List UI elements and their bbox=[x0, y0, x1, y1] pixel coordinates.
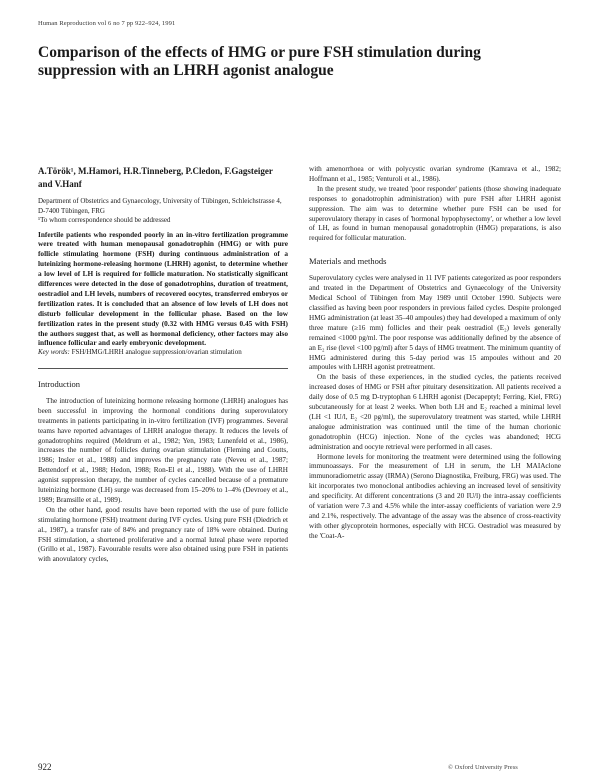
correspondence-note: ¹To whom correspondence should be addressed bbox=[38, 216, 171, 224]
methods-paragraph: On the basis of these experiences, in the studied cycles, the patients received increased doses of HMG or FSH after pituitary desensitization. All patients received a daily dose of 0.5 mg D-tryptophan 6 LHRH agonist (Decapeptyl; Ferring, Kiel, FRG) subcutaneously for at least 2 weeks. When both LH and E₂ reached a minimal level (LH <1 IU/l, E₂ <20 pg/ml), the superovulatory treatment was started, while LHRH analogue administration was continued until the time of the human chorionic gonadotrophin (HCG) injection. None of the cycles was abandoned; HCG administration and oocyte retrieval were performed in all cases. bbox=[309, 373, 561, 451]
article-title: Comparison of the effects of HMG or pure FSH stimulation during suppression with an LHRH agonist analogue bbox=[38, 44, 481, 79]
introduction-paragraph: The introduction of luteinizing hormone releasing hormone (LHRH) analogues has been successful in improving the hormonal conditions during superovulatory treatments in patients participating in in-vitro fertilization (IVF) programmes. Several teams have reported advantages of LHRH analogue therapy. It reduces the levels of gonadotrophins required (Meldrum et al., 1982; Yen, 1983; Lunenfeld et al., 1986), increases the number of follicles during ovarian stimulation (Fleming and Coutts, 1986; Insler et al., 1988) and improves the pregnancy rate (Neveu et al., 1987; Bettendorf et al., 1988; Hedon, 1988; Ron-El et al., 1988). With the use of LHRH agonist suppression therapy, the number of cycles cancelled because of a premature luteinizing hormone (LH) surge was decreased from 15–20% to 1–4% (Devroey et al., 1989; Bramsille et al., 1989). bbox=[38, 396, 288, 504]
introduction-continued-paragraph: with amenorrhoea or with polycystic ovarian syndrome (Kamrava et al., 1982; Hoffmann et al., 1985; Venturoli et al., 1986). bbox=[309, 165, 561, 183]
abstract: Infertile patients who responded poorly in an in-vitro fertilization programme were treated with human menopausal gonadotrophin (HMG) or with pure follicle stimulating hormone (FSH) during continuous administration of a luteinizing hormone-releasing hormone (LHRH) agonist, to determine whether a low level of LH is required for follicle maturation. No statistically significant differences were detected in the dose of gonadotrophins, duration of treatment, oestradiol and LH levels, numbers of recovered oocytes, transferred embryos or fertilization rates. It is concluded that an absence of low levels of LH does not disturb follicular development in the follicular phase. Based on the low fertilization rates in the present study (0.32 with HMG versus 0.45 with FSH) the authors suggest that, as well as hormonal deficiency, other factors may also influence follicular and early embryonic development. bbox=[38, 229, 288, 348]
introduction-heading: Introduction bbox=[38, 378, 81, 389]
methods-heading: Materials and methods bbox=[309, 256, 387, 267]
keywords-label: Key words: bbox=[38, 348, 70, 357]
author-list: A.Török¹, M.Hamori, H.R.Tinneberg, P.Cledon, F.Gagsteiger and V.Hanf bbox=[38, 166, 273, 189]
introduction-paragraph: In the present study, we treated 'poor responder' patients (those showing inadequate responses to gonadotrophin administration) with pure FSH after LHRH agonist suppression. The aim was to determine whether pure FSH can be used for superovulatory therapy in cases of 'hormonal hypophysectomy', or whether a low level of LH, as found in human menopausal gonadotrophin (HMG) preparations, is also required for follicular maturation. bbox=[309, 184, 561, 243]
running-head: Human Reproduction vol 6 no 7 pp 922–924, 1991 bbox=[38, 20, 176, 27]
keywords bbox=[38, 348, 288, 358]
methods-paragraph: Hormone levels for monitoring the treatment were determined using the following immunoassays. For the measurement of LH in serum, the LH MAIAclone immunoradiometric assay (IRMA) (Serono Diagnostika, Freiburg, FRG) was used. The kit incorporates two monoclonal antibodies achieving an increased level of sensitivity and specificity. At different concentrations (3 and 20 IU/l) the intra-assay coefficients of variation were 7.3 and 4.5% while the inter-assay coefficients of variation were 2.9 and 2.1%, respectively. The advantage of the assay was the absence of cross-reactivity with other glycoprotein hormones, especially with HCG. Oestradiol was measured by the 'Coat-A- bbox=[309, 452, 561, 540]
right-column bbox=[309, 165, 561, 542]
introduction-paragraph: On the other hand, good results have been reported with the use of pure follicle stimulating hormone (FSH) treatment during IVF cycles. Using pure FSH (Diedrich et al., 1987), a transfer rate of 84% and pregnancy rate of 18% were obtained. During FSH stimulation, a shortened proliferative and a normal luteal phase were reported (Grillo et al., 1987). Favourable results were also obtained using pure FSH in patients with anovulatory cycles, bbox=[38, 505, 288, 564]
keywords-text: FSH/HMG/LHRH analogue suppression/ovarian stimulation bbox=[71, 348, 242, 357]
methods-paragraph: Superovulatory cycles were analysed in 11 IVF patients categorized as poor responders and treated in the Department of Obstetrics and Gynaecology of the University Medical School of Tübingen from May 1989 until October 1990. Subjects were classified as having been poor responders in previous failed cycles. Despite prolonged HMG administration (at least 35–40 ampoules) they had developed a maximum of only three mature (≥16 mm) follicles and their peak oestradiol (E₂) levels generally remained <1000 pg/ml. The poor response was additionally defined by the absence of an E₂ rise (level <100 pg/ml) after 5 days of HMG treatment. The minimum quantity of HMG administered during this 5-day period was 15 ampoules without and 20 ampoules with LHRH agonist pretreatment. bbox=[309, 274, 561, 372]
page-number: 922 bbox=[38, 762, 52, 772]
section-divider bbox=[38, 368, 288, 369]
left-column bbox=[38, 165, 288, 565]
affiliation: Department of Obstetrics and Gynaecology, University of Tübingen, Schleichstrasse 4, D-7400 Tübingen, FRG bbox=[38, 197, 282, 215]
publisher-notice: © Oxford University Press bbox=[448, 764, 518, 771]
